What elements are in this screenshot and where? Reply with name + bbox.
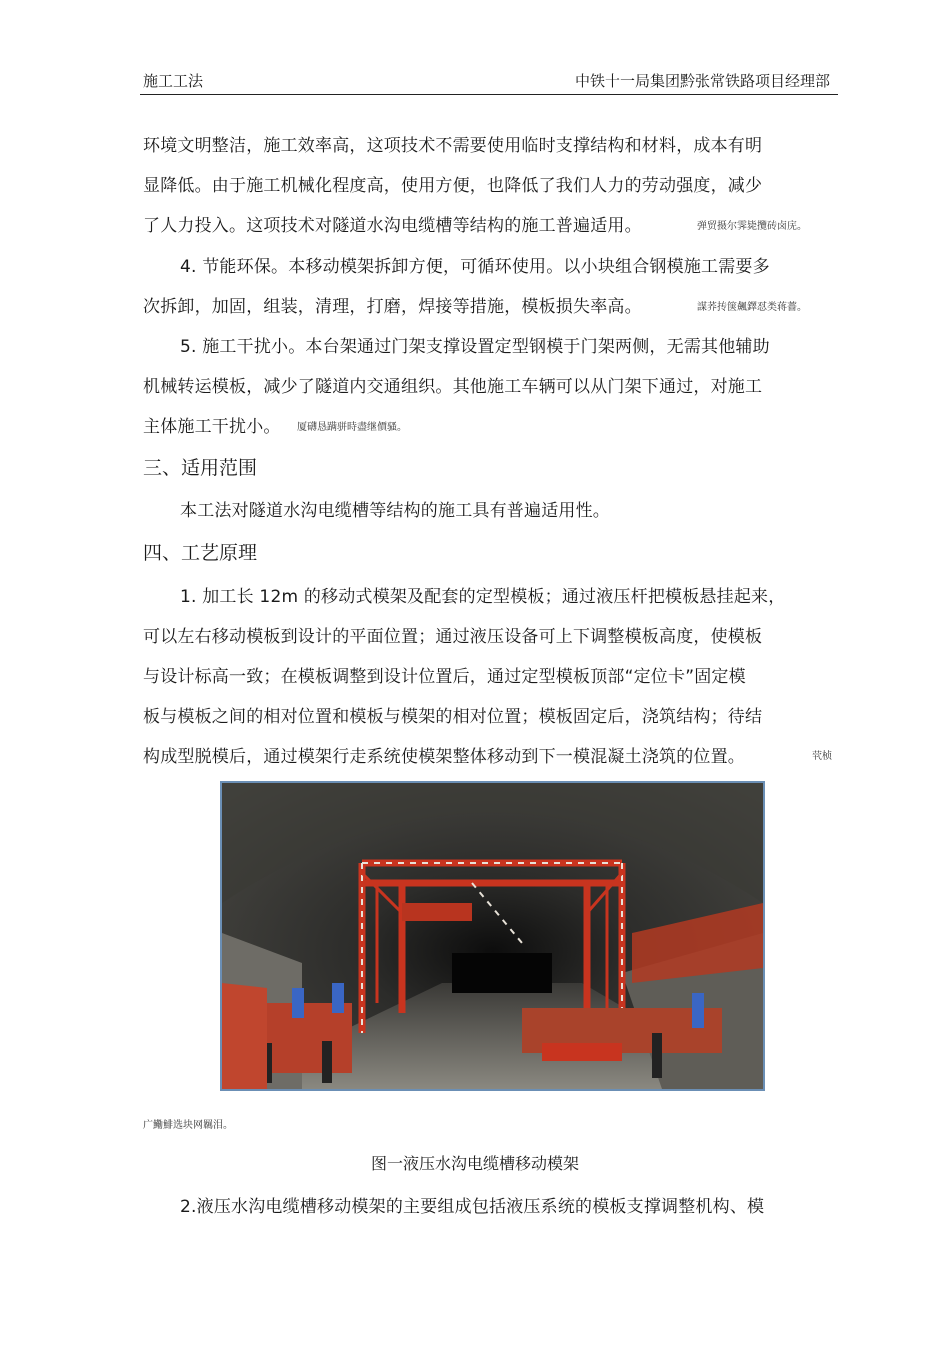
body-line: 5. 施工干扰小。本台架通过门架支撑设置定型钢模于门架两侧，无需其他辅助 xyxy=(180,337,770,357)
header-left-title: 施工工法 xyxy=(143,72,204,90)
body-line: 主体施工干扰小。 xyxy=(143,417,281,437)
garbled-mark: 广鰳鯡选块网羈泪。 xyxy=(143,1120,233,1131)
body-line: 本工法对隧道水沟电缆槽等结构的施工具有普遍适用性。 xyxy=(180,501,610,521)
header-rule xyxy=(140,94,838,95)
body-line: 构成型脱模后，通过模架行走系统使模架整体移动到下一模混凝土浇筑的位置。 xyxy=(143,747,745,767)
tunnel-gantry-photo xyxy=(220,781,765,1091)
body-line: 2.液压水沟电缆槽移动模架的主要组成包括液压系统的模板支撑调整机构、模 xyxy=(180,1197,765,1217)
section-heading: 四、工艺原理 xyxy=(143,542,258,564)
body-line: 机械转运模板，减少了隧道内交通组织。其他施工车辆可以从门架下通过，对施工 xyxy=(143,377,763,397)
garbled-mark: 茕桢 xyxy=(812,751,832,762)
body-line: 4. 节能环保。本移动模架拆卸方便，可循环使用。以小块组合钢模施工需要多 xyxy=(180,257,770,277)
body-line: 了人力投入。这项技术对隧道水沟电缆槽等结构的施工普遍适用。 xyxy=(143,216,642,236)
body-line: 1. 加工长 12m 的移动式模架及配套的定型模板；通过液压杆把模板悬挂起来， xyxy=(180,587,786,607)
garbled-mark: 謀荞抟箧飆鐸怼类蒋薔。 xyxy=(697,302,807,313)
body-line: 次拆卸，加固，组装，清理，打磨，焊接等措施，模板损失率高。 xyxy=(143,297,642,317)
gantry-illustration xyxy=(222,783,763,1089)
body-line: 可以左右移动模板到设计的平面位置；通过液压设备可上下调整模板高度，使模板 xyxy=(143,627,763,647)
body-line: 环境文明整洁，施工效率高，这项技术不需要使用临时支撑结构和材料，成本有明 xyxy=(143,136,763,156)
garbled-mark: 厦礴恳蹒骈時盡继價骚。 xyxy=(297,422,407,433)
section-heading: 三、适用范围 xyxy=(143,457,258,479)
body-line: 与设计标高一致；在模板调整到设计位置后，通过定型模板顶部“定位卡”固定模 xyxy=(143,667,746,687)
garbled-mark: 弹贸摄尔霁毙攬砖卤庑。 xyxy=(697,221,807,232)
body-line: 板与模板之间的相对位置和模板与模架的相对位置；模板固定后，浇筑结构；待结 xyxy=(143,707,763,727)
header-right-org: 中铁十一局集团黔张常铁路项目经理部 xyxy=(574,72,830,90)
figure-caption: 图一液压水沟电缆槽移动模架 xyxy=(370,1154,579,1173)
body-line: 显降低。由于施工机械化程度高，使用方便，也降低了我们人力的劳动强度，减少 xyxy=(143,176,763,196)
